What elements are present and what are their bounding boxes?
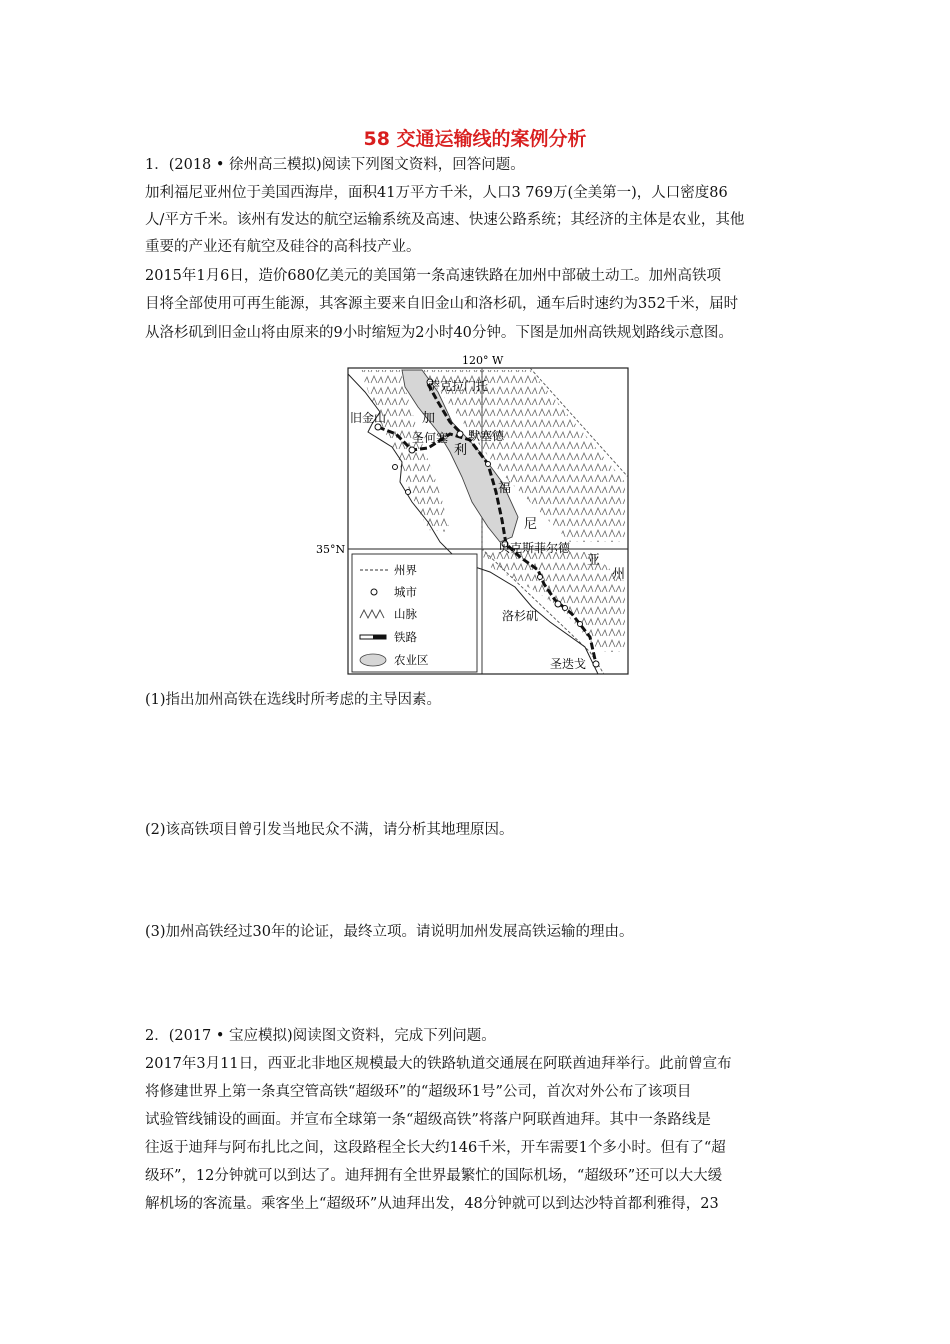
state-char-4: 尼 <box>524 517 538 532</box>
label-sacramento: 萨克拉门托 <box>428 379 489 393</box>
q1-sub1: (1)指出加州高铁在选线时所考虑的主导因素。 <box>145 692 442 708</box>
california-rail-map <box>300 352 640 680</box>
q1-para1-line1: 加利福尼亚州位于美国西海岸，面积41万平方千米，人口3 769万(全美第一)，人口密度86 <box>145 185 728 201</box>
city-los-angeles <box>555 601 561 607</box>
state-char-1: 加 <box>422 411 436 426</box>
q2-para-line6: 解机场的客流量。乘客坐上“超级环”从迪拜出发，48分钟就可以到达沙特首都利雅得，23 <box>145 1196 719 1212</box>
page-title: 58 交通运输线的案例分析 <box>363 128 587 150</box>
q2-para-line4: 往返于迪拜与阿布扎比之间，这段路程全长大约146千米，开车需要1个多小时。但有了“超 <box>145 1140 726 1156</box>
q2-para-line3: 试验管线铺设的画面。并宣布全球第一条“超级高铁”将落户阿联酋迪拜。其中一条路线是 <box>145 1112 711 1128</box>
label-san-diego: 圣迭戈 <box>550 657 587 671</box>
state-char-6: 州 <box>612 567 626 582</box>
legend-city: 城市 <box>394 585 417 599</box>
label-san-francisco: 旧金山 <box>350 411 387 425</box>
q2-para-line1: 2017年3月11日，西亚北非地区规模最大的铁路轨道交通展在阿联酋迪拜举行。此前曾宣布 <box>145 1056 732 1072</box>
label-bakersfield: 贝克斯菲尔德 <box>498 541 571 555</box>
q1-para2-line1: 2015年1月6日，造价680亿美元的美国第一条高速铁路在加州中部破土动工。加州高铁项 <box>145 268 722 284</box>
state-char-2: 利 <box>454 443 468 458</box>
q1-sub3: (3)加州高铁经过30年的论证，最终立项。请说明加州发展高铁运输的理由。 <box>145 924 634 940</box>
city-san-diego <box>593 661 599 667</box>
legend-agri: 农业区 <box>394 653 429 667</box>
state-char-5: 亚 <box>587 553 601 568</box>
q1-sub2: (2)该高铁项目曾引发当地民众不满，请分析其地理原因。 <box>145 822 514 838</box>
label-los-angeles: 洛杉矶 <box>502 609 539 623</box>
q1-para1-line3: 重要的产业还有航空及硅谷的高科技产业。 <box>145 239 421 255</box>
city-san-jose <box>409 447 415 453</box>
q2-para-line2: 将修建世界上第一条真空管高铁“超级环”的“超级环1号”公司，首次对外公布了该项目 <box>145 1084 692 1100</box>
q2-para-line5: 级环”，12分钟就可以到达了。迪拜拥有全世界最繁忙的国际机场，“超级环”还可以大大缓 <box>145 1168 723 1184</box>
q2-header: 2．(2017 • 宝应模拟)阅读图文资料，完成下列问题。 <box>145 1028 496 1044</box>
state-char-3: 福 <box>498 481 512 496</box>
lat-label: 35°N <box>316 543 346 556</box>
legend-railway: 铁路 <box>394 630 417 644</box>
q1-para1-line2: 人/平方千米。该州有发达的航空运输系统及高速、快速公路系统；其经济的主体是农业，其他 <box>145 212 745 228</box>
q1-para2-line2: 目将全部使用可再生能源，其客源主要来自旧金山和洛杉矶，通车后时速约为352千米，届时 <box>145 296 739 312</box>
city-merced <box>457 431 463 437</box>
label-merced: 默塞德 <box>468 429 505 443</box>
q1-para2-line3: 从洛杉矶到旧金山将由原来的9小时缩短为2小时40分钟。下图是加州高铁规划路线示意图。 <box>145 325 733 341</box>
legend-state-line: 州界 <box>394 563 417 577</box>
label-san-jose: 圣何塞 <box>412 431 449 445</box>
q1-header: 1．(2018 • 徐州高三模拟)阅读下列图文资料，回答问题。 <box>145 157 525 173</box>
legend-mountain: 山脉 <box>394 607 417 621</box>
lon-label: 120° W <box>462 354 504 367</box>
